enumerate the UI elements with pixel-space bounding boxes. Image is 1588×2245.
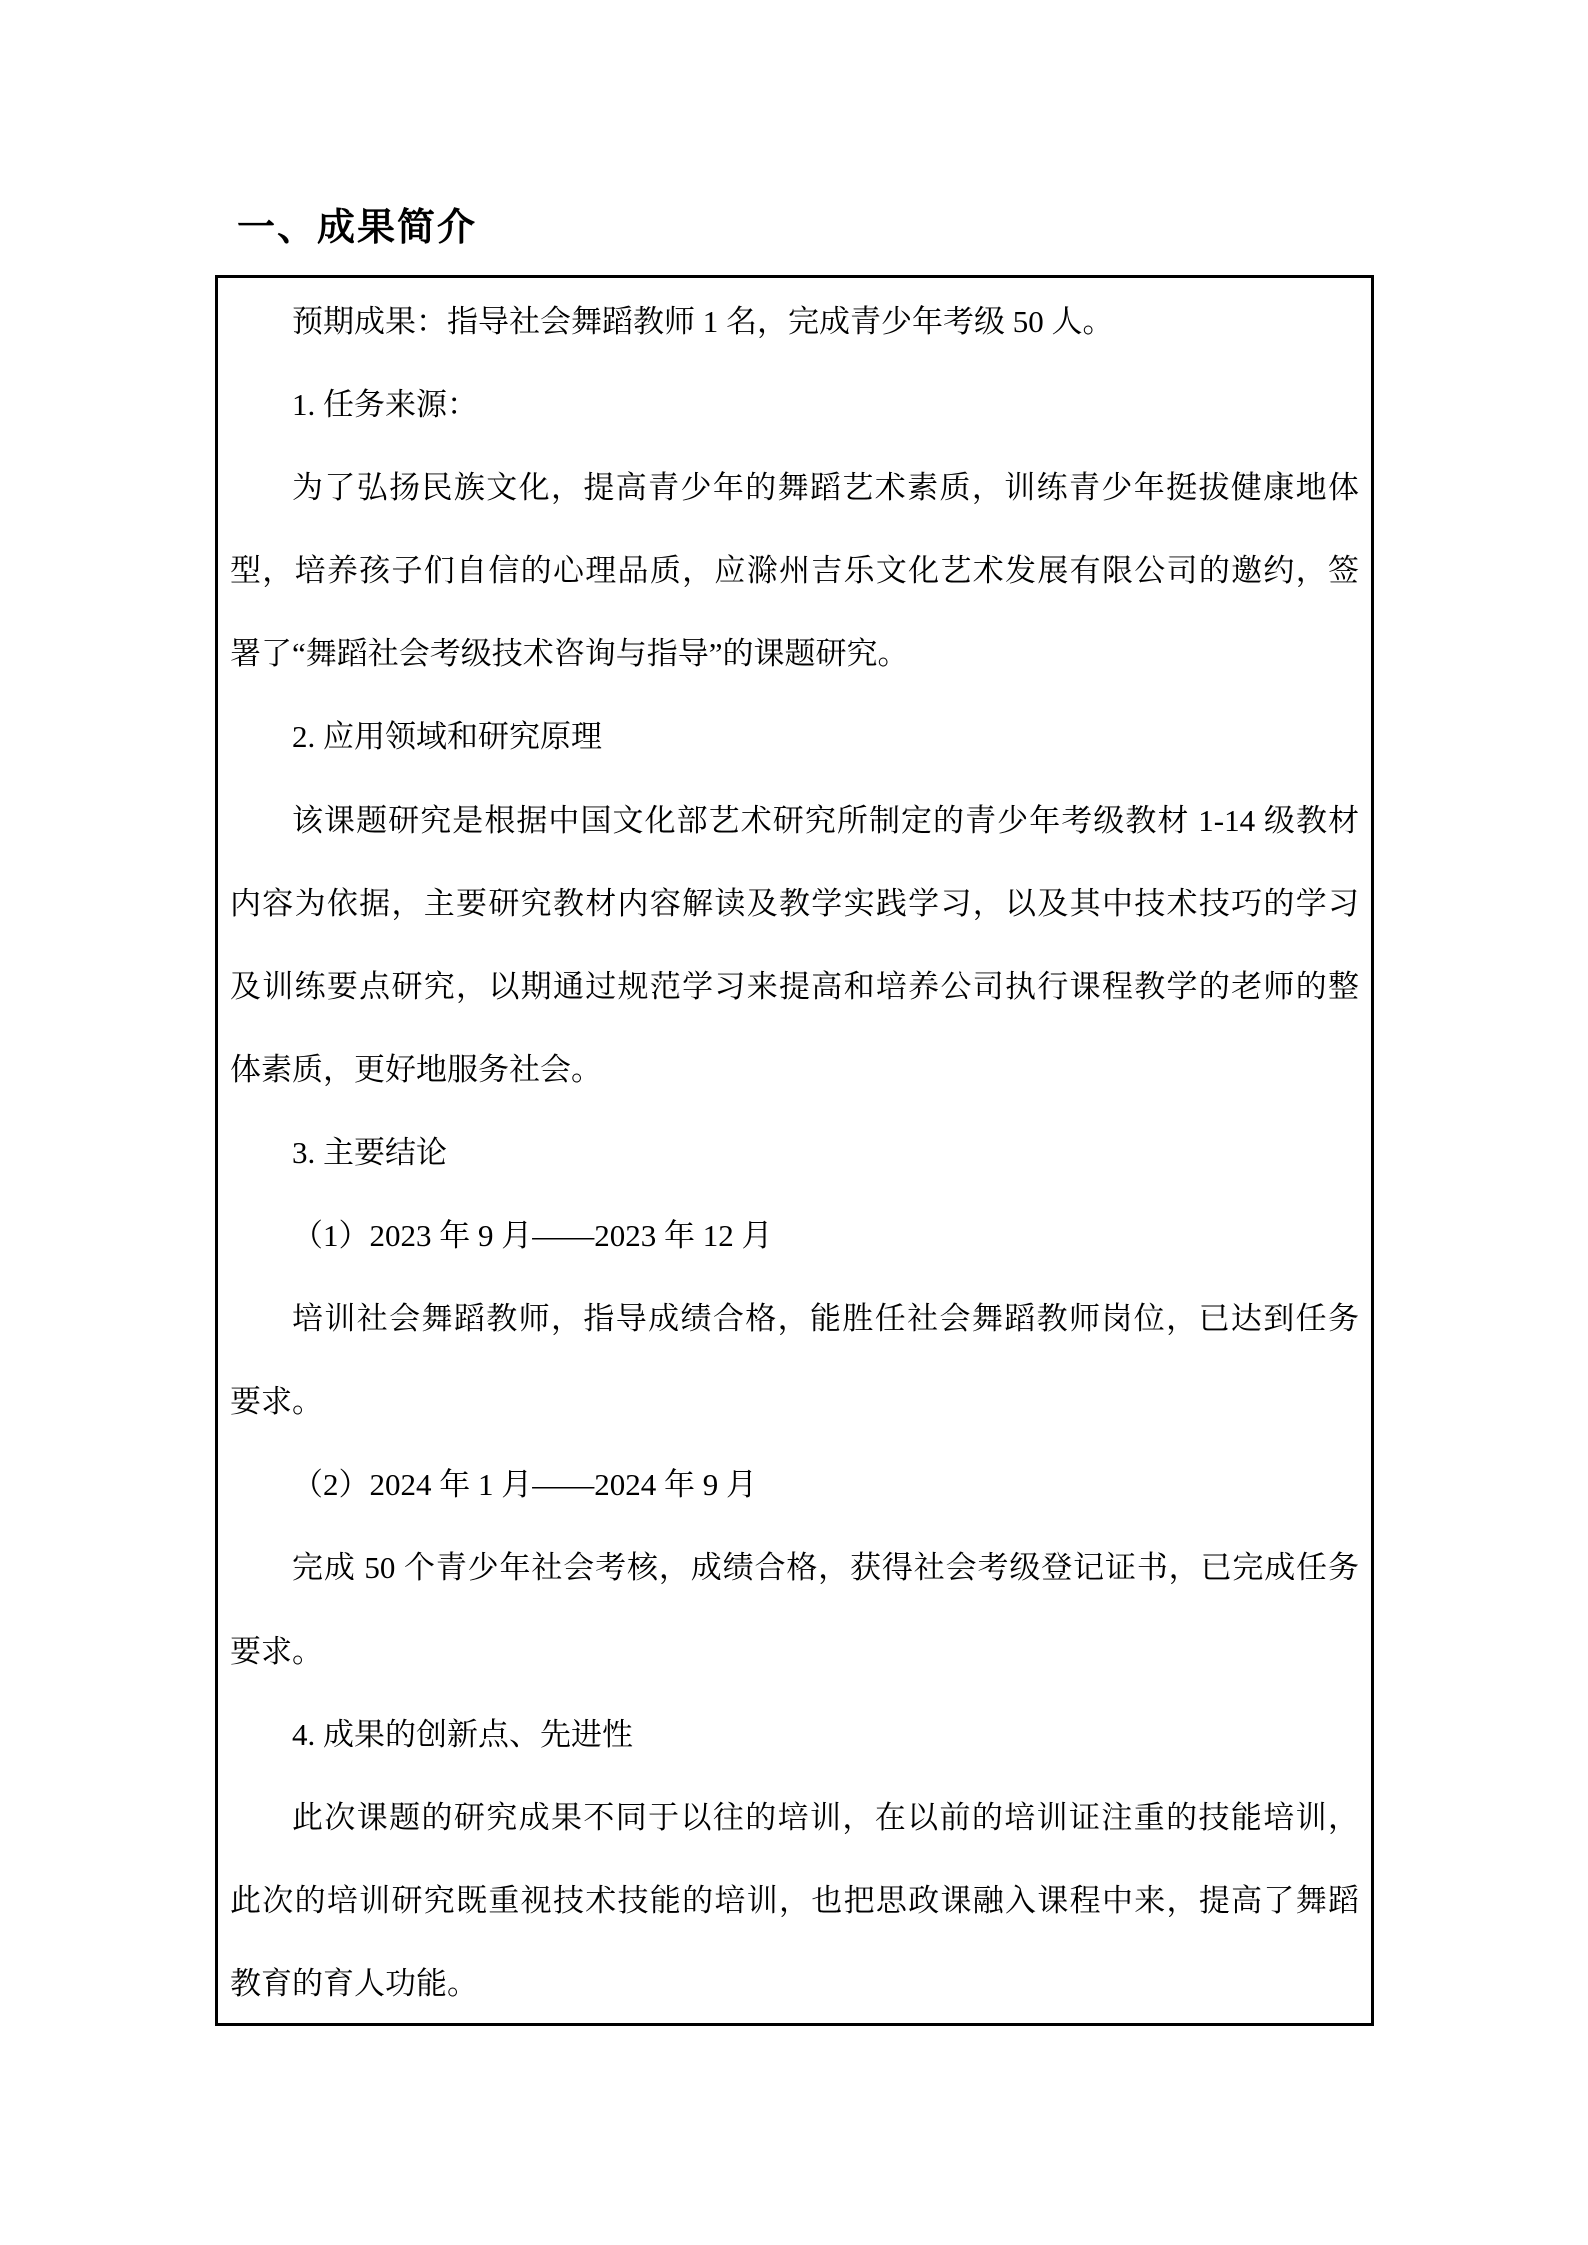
text-line: 1. 任务来源： [292, 387, 478, 423]
text-line: 4. 成果的创新点、先进性 [292, 1716, 633, 1752]
text-line: 3. 主要结论 [292, 1134, 447, 1170]
text-line: 此次的培训研究既重视技术技能的培训，也把思政课融入课程中来，提高了舞蹈 [230, 1882, 1359, 1918]
content-box [215, 275, 1374, 2026]
text-line: 2. 应用领域和研究原理 [292, 719, 602, 755]
text-line: 要求。 [230, 1384, 323, 1420]
section-heading: 一、成果简介 [237, 207, 478, 249]
text-line: 教育的育人功能。 [230, 1965, 478, 2001]
text-line: 培训社会舞蹈教师，指导成绩合格，能胜任社会舞蹈教师岗位，已达到任务 [292, 1301, 1359, 1337]
text-line: 体素质，更好地服务社会。 [230, 1051, 602, 1087]
text-line: 型，培养孩子们自信的心理品质，应滁州吉乐文化艺术发展有限公司的邀约，签 [230, 553, 1359, 589]
text-line: 该课题研究是根据中国文化部艺术研究所制定的青少年考级教材 1-14 级教材 [292, 802, 1359, 838]
text-line: 署了“舞蹈社会考级技术咨询与指导”的课题研究。 [230, 636, 909, 672]
text-line: 完成 50 个青少年社会考核，成绩合格，获得社会考级登记证书，已完成任务 [292, 1550, 1359, 1586]
text-line: 内容为依据，主要研究教材内容解读及教学实践学习，以及其中技术技巧的学习 [230, 885, 1359, 921]
text-line: 预期成果：指导社会舞蹈教师 1 名，完成青少年考级 50 人。 [292, 304, 1114, 339]
text-line: （1）2023 年 9 月——2023 年 12 月 [292, 1218, 773, 1254]
text-line: 及训练要点研究，以期通过规范学习来提高和培养公司执行课程教学的老师的整 [230, 968, 1359, 1004]
text-line: 为了弘扬民族文化，提高青少年的舞蹈艺术素质，训练青少年挺拔健康地体 [292, 470, 1359, 506]
text-line: （2）2024 年 1 月——2024 年 9 月 [292, 1467, 757, 1503]
text-line: 此次课题的研究成果不同于以往的培训，在以前的培训证注重的技能培训， [292, 1799, 1359, 1835]
text-line: 要求。 [230, 1633, 323, 1669]
